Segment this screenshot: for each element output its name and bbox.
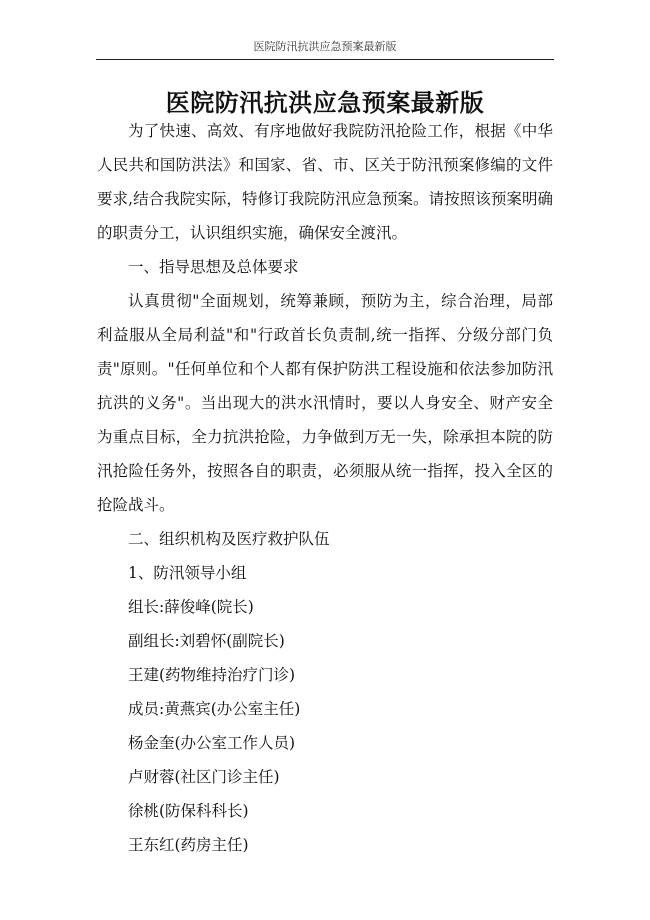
subsection1-heading: 1、防汛领导小组 [128,564,247,582]
member-line: 成员:黄燕宾(办公室主任) [128,700,301,718]
section2-heading: 二、组织机构及医疗救护队伍 [128,530,330,548]
member-line: 组长:薛俊峰(院长) [128,598,254,616]
member-line: 徐桃(防保科科长) [128,802,249,820]
section1-heading: 一、指导思想及总体要求 [128,258,299,276]
section1-paragraph: 认真贯彻"全面规划，统筹兼顾，预防为主，综合治理，局部利益服从全局利益"和"行政首长负责制,统一指挥、分级分部门负责"原则。"任何单位和个人都有保护防洪工程设施和依法参加防汛抗洪的义务"。当出现大的洪水汛情时，要以人身安全、财产安全为重点目标，全力抗洪抢险，力争做到万无一失，除承担本院的防汛抢险任务外，按照各自的职责，必须服从统一指挥，投入全区的抢险战斗。 [97,292,553,514]
page-title: 医院防汛抗洪应急预案最新版 [165,88,485,117]
member-line: 杨金奎(办公室工作人员) [128,734,296,752]
member-line: 王东红(药房主任) [128,836,249,854]
running-header: 医院防汛抗洪应急预案最新版 [96,38,554,60]
member-line: 王建(药物维持治疗门诊) [128,666,296,684]
member-line: 副组长:刘碧怀(副院长) [128,632,285,650]
document-body [97,114,553,862]
intro-paragraph: 为了快速、高效、有序地做好我院防汛抢险工作，根据《中华人民共和国防洪法》和国家、省、市、区关于防汛预案修编的文件要求,结合我院实际，特修订我院防汛应急预案。请按照该预案明确的职责分工，认识组织实施，确保安全渡汛。 [97,122,553,242]
member-line: 卢财蓉(社区门诊主任) [128,768,280,786]
